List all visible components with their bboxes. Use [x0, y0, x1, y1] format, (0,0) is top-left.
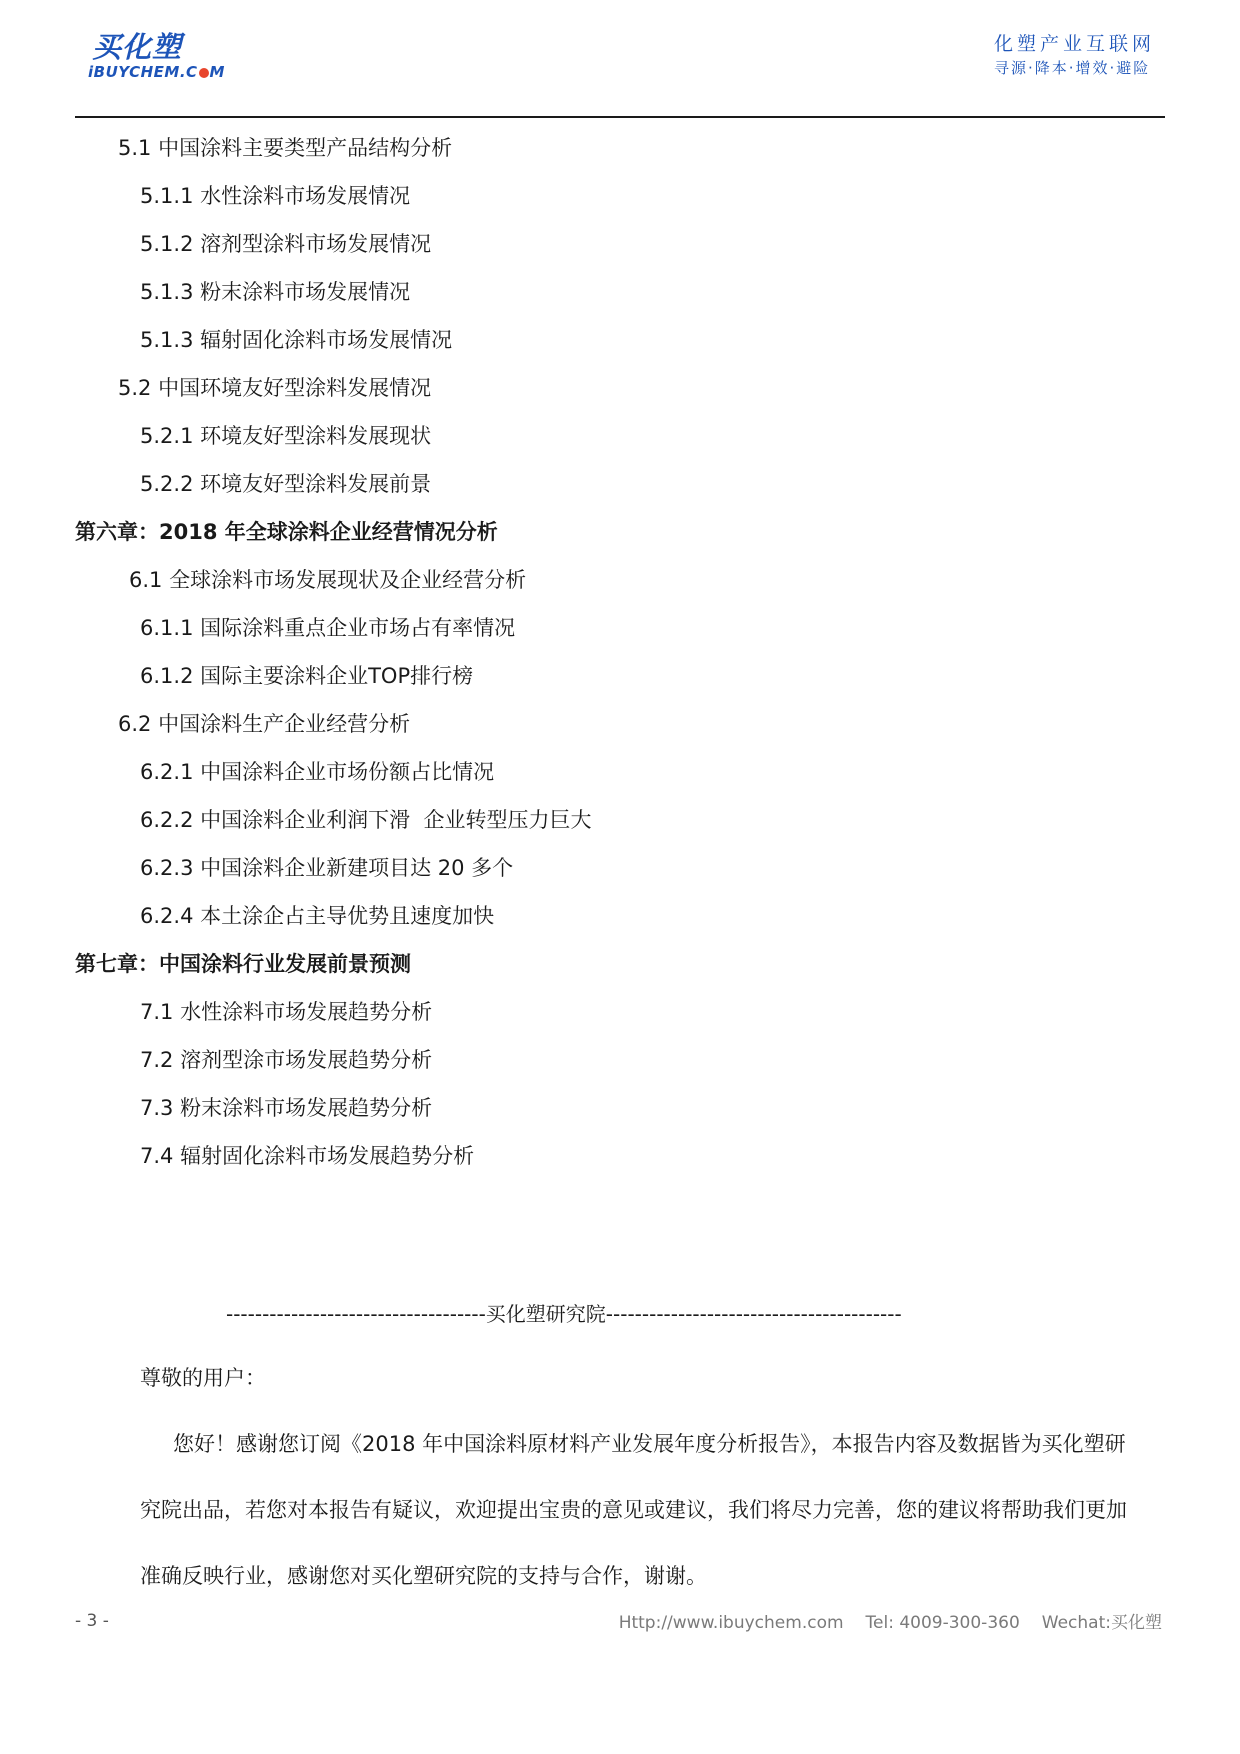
toc-entry: 6.2.2 中国涂料企业利润下滑 企业转型压力巨大: [140, 808, 592, 832]
toc-entry: 5.2.2 环境友好型涂料发展前景: [140, 472, 432, 496]
slogan-sub: 寻源·降本·增效·避险: [993, 59, 1151, 77]
research-institute-divider: ------------------------------------买化塑研究院-----------------------------------------: [226, 1302, 902, 1326]
toc-entry: 5.1.2 溶剂型涂料市场发展情况: [140, 232, 432, 256]
toc-entry: 7.4 辐射固化涂料市场发展趋势分析: [140, 1144, 475, 1168]
footer-website-link[interactable]: Http://www.ibuychem.com: [618, 1613, 844, 1633]
logo-dot-icon: [199, 68, 209, 78]
header-rule: [75, 116, 1165, 118]
letter-line: 究院出品，若您对本报告有疑议，欢迎提出宝贵的意见或建议，我们将尽力完善，您的建议将帮助我们更加: [140, 1498, 1127, 1522]
toc-entry: 6.1.2 国际主要涂料企业TOP排行榜: [140, 664, 474, 688]
toc-entry: 6.1.1 国际涂料重点企业市场占有率情况: [140, 616, 516, 640]
toc-entry: 7.1 水性涂料市场发展趋势分析: [140, 1000, 433, 1024]
toc-entry: 7.2 溶剂型涂市场发展趋势分析: [140, 1048, 433, 1072]
toc-entry: 5.1.3 辐射固化涂料市场发展情况: [140, 328, 453, 352]
letter-line: 准确反映行业，感谢您对买化塑研究院的支持与合作，谢谢。: [140, 1564, 707, 1588]
page-header: [0, 0, 1240, 118]
toc-entry: 5.2.1 环境友好型涂料发展现状: [140, 424, 432, 448]
footer-wechat: Wechat:买化塑: [1041, 1613, 1162, 1633]
toc-entry: 5.1.1 水性涂料市场发展情况: [140, 184, 411, 208]
page-number: - 3 -: [75, 1611, 109, 1631]
logo-english-left: iBUYCHEM.C: [88, 63, 198, 81]
toc-chapter: 第六章：2018 年全球涂料企业经营情况分析: [75, 520, 498, 544]
toc-entry: 5.1 中国涂料主要类型产品结构分析: [118, 136, 453, 160]
header-slogan: [994, 32, 1155, 78]
slogan-main: 化塑产业互联网: [993, 33, 1155, 55]
letter-salutation: 尊敬的用户：: [140, 1366, 266, 1390]
toc-chapter: 第七章：中国涂料行业发展前景预测: [75, 952, 411, 976]
toc-entry: 6.1 全球涂料市场发展现状及企业经营分析: [129, 568, 527, 592]
toc-entry: 6.2.4 本土涂企占主导优势且速度加快: [140, 904, 495, 928]
toc-entry: 6.2.1 中国涂料企业市场份额占比情况: [140, 760, 495, 784]
toc-entry: 5.1.3 粉末涂料市场发展情况: [140, 280, 411, 304]
logo-english-text: [88, 63, 225, 81]
footer-tel: Tel: 4009-300-360: [865, 1613, 1020, 1633]
ibuychem-logo[interactable]: [88, 30, 238, 82]
toc-entry: 6.2.3 中国涂料企业新建项目达 20 多个: [140, 856, 514, 880]
toc-entry: 6.2 中国涂料生产企业经营分析: [118, 712, 411, 736]
letter-line: 您好！感谢您订阅《2018 年中国涂料原材料产业发展年度分析报告》，本报告内容及数据皆为买化塑研: [173, 1432, 1126, 1456]
footer-contact: [619, 1612, 1162, 1634]
logo-chinese-text: 买化塑: [92, 30, 183, 64]
toc-entry: 7.3 粉末涂料市场发展趋势分析: [140, 1096, 433, 1120]
toc-entry: 5.2 中国环境友好型涂料发展情况: [118, 376, 432, 400]
logo-english-right: M: [209, 63, 225, 81]
